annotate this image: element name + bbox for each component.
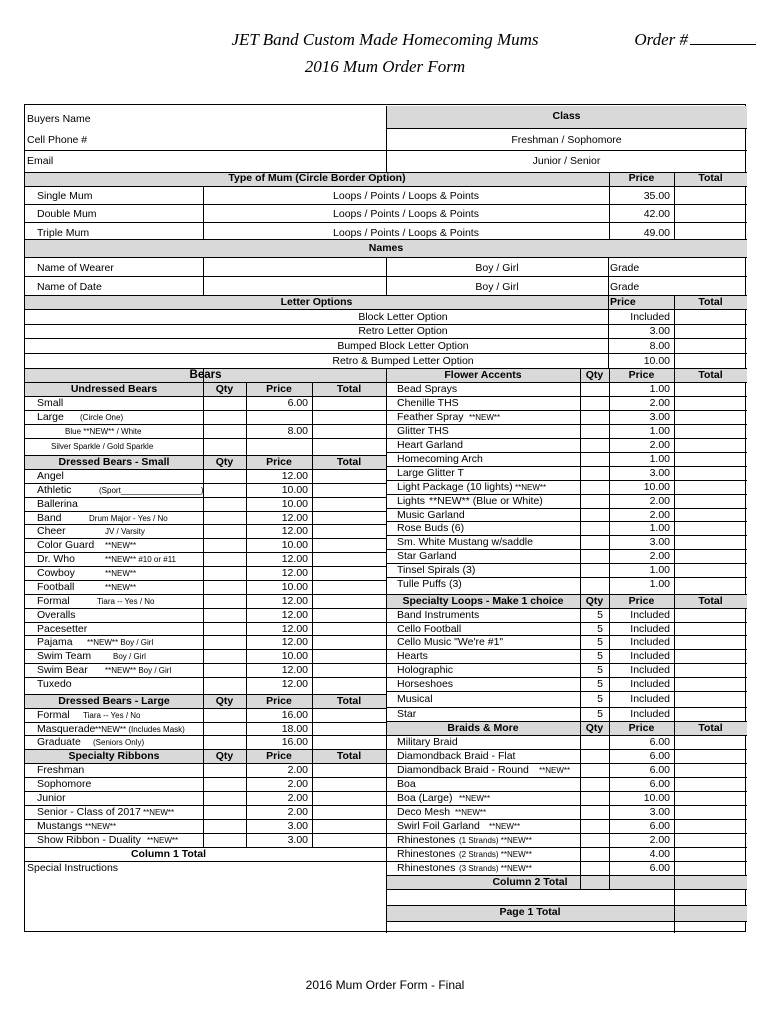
cell-phone-field[interactable]: Cell Phone # (27, 133, 88, 146)
loop-qty: 5 (597, 663, 603, 676)
loop-price: Included (630, 608, 670, 621)
bear-price: 12.00 (281, 566, 308, 579)
grid-line (25, 497, 386, 498)
loop-price: Included (630, 663, 670, 676)
ribbon-price: 3.00 (287, 819, 308, 832)
price-header: Price (266, 749, 292, 762)
undressed-bears-header: Undressed Bears (70, 382, 158, 395)
braids-header: Braids & More (447, 721, 519, 734)
flower-accent-item[interactable]: Glitter THS (397, 424, 449, 437)
total-header: Total (336, 749, 362, 762)
dressed-bear-small-item[interactable]: Color Guard (37, 538, 95, 551)
grid-line (25, 204, 747, 205)
buyers-name-field[interactable]: Buyers Name (27, 112, 91, 125)
class-header: Class (552, 109, 581, 122)
price-header: Price (628, 721, 655, 734)
dressed-bear-small-item[interactable]: Cowboy (37, 566, 75, 579)
item-note: Drum Major - Yes / No (89, 513, 168, 523)
specialty-loop-item[interactable]: Horseshoes (397, 677, 454, 690)
braid-item[interactable]: Diamondback Braid - Round (397, 763, 529, 776)
flower-price: 3.00 (649, 466, 670, 479)
bear-price: 12.00 (281, 677, 308, 690)
loop-price: Included (630, 622, 670, 635)
form-subtitle: 2016 Mum Order Form (304, 57, 466, 76)
braid-item[interactable]: Deco Mesh (397, 805, 451, 818)
specialty-loop-item[interactable]: Band Instruments (397, 608, 480, 621)
grade-field[interactable]: Grade (610, 280, 640, 293)
item-note: **NEW** (469, 412, 501, 422)
dressed-bear-small-item[interactable]: Dr. Who (37, 552, 75, 565)
item-note: **NEW** Boy / Girl (105, 665, 172, 675)
flower-price: 3.00 (649, 535, 670, 548)
flower-accents-header: Flower Accents (444, 368, 522, 381)
flower-price: 2.00 (649, 549, 670, 562)
dressed-bear-small-item[interactable]: Angel (37, 469, 64, 482)
page-1-total-label: Page 1 Total (499, 905, 561, 918)
dressed-bear-small-item[interactable]: Overalls (37, 608, 76, 621)
grid-line (25, 483, 386, 484)
flower-price: 2.00 (649, 494, 670, 507)
names-header: Names (368, 241, 404, 254)
dressed-bear-small-item[interactable]: Pajama (37, 635, 73, 648)
bear-price: 12.00 (281, 594, 308, 607)
price-header: Price (610, 295, 636, 308)
braid-price: 6.00 (649, 819, 670, 832)
bear-price: 12.00 (281, 608, 308, 621)
order-number[interactable]: Order # (634, 30, 756, 50)
total-header: Total (698, 295, 723, 308)
flower-accent-item[interactable]: Light Package (10 lights) (397, 480, 513, 493)
flower-accent-item[interactable]: Tulle Puffs (3) (397, 577, 462, 590)
grid-line (203, 257, 204, 295)
grid-line (25, 594, 386, 595)
grid-line (608, 257, 609, 295)
braid-item[interactable]: Rhinestones (397, 861, 456, 874)
color-choice-blue-white[interactable]: Blue **NEW** / White (65, 426, 142, 436)
form-title: JET Band Custom Made Homecoming Mums (231, 30, 539, 49)
braid-item[interactable]: Swirl Foil Garland (397, 819, 480, 832)
flower-accent-item[interactable]: Music Garland (397, 508, 465, 521)
flower-price: 1.00 (649, 521, 670, 534)
specialty-ribbon-item[interactable]: Show Ribbon - Duality (37, 833, 141, 846)
specialty-ribbon-item[interactable]: Mustangs (37, 819, 83, 832)
flower-accent-item[interactable]: Tinsel Spirals (3) (397, 563, 476, 576)
qty-header: Qty (585, 368, 604, 381)
price-header: Price (266, 382, 292, 395)
qty-header: Qty (215, 749, 234, 762)
item-note: **NEW** (147, 835, 179, 845)
flower-accent-item[interactable]: Heart Garland (397, 438, 463, 451)
special-instructions-field[interactable]: Special Instructions (27, 861, 119, 874)
dressed-bear-large-item[interactable]: Formal (37, 708, 70, 721)
qty-header: Qty (215, 694, 234, 707)
qty-header: Qty (215, 455, 234, 468)
grid-line (312, 382, 313, 847)
dressed-bears-small-header: Dressed Bears - Small (58, 455, 170, 468)
flower-accent-item[interactable]: Chenille THS (397, 396, 459, 409)
item-note: Boy / Girl (113, 651, 146, 661)
ribbon-price: 3.00 (287, 833, 308, 846)
flower-price: 1.00 (649, 452, 670, 465)
braid-item[interactable]: Rhinestones (397, 833, 456, 846)
braid-price: 6.00 (649, 861, 670, 874)
bear-price: 12.00 (281, 524, 308, 537)
name-of-wearer-field[interactable]: Name of Wearer (37, 261, 114, 274)
specialty-ribbon-item[interactable]: Freshman (37, 763, 85, 776)
braid-price: 6.00 (649, 749, 670, 762)
specialty-ribbons-header: Specialty Ribbons (68, 749, 160, 762)
braid-price: 10.00 (643, 791, 670, 804)
loop-price: Included (630, 635, 670, 648)
braid-price: 3.00 (649, 805, 670, 818)
dressed-bear-small-item[interactable]: Athletic (37, 483, 72, 496)
price-header: Price (266, 694, 292, 707)
column-2-total-label: Column 2 Total (492, 875, 568, 888)
border-option-choices[interactable]: Loops / Points / Loops & Points (333, 226, 479, 239)
item-note: (Sport__________________) (99, 485, 204, 495)
ribbon-price: 2.00 (287, 805, 308, 818)
flower-accent-item[interactable]: Sm. White Mustang w/saddle (397, 535, 533, 548)
item-note: (2 Strands) **NEW** (459, 849, 532, 859)
bear-price: 6.00 (287, 396, 308, 409)
mum-type-row[interactable]: Triple Mum (37, 226, 90, 239)
flower-price: 2.00 (649, 438, 670, 451)
dressed-bear-small-item[interactable]: Football (37, 580, 75, 593)
ribbon-price: 2.00 (287, 763, 308, 776)
bear-price: 8.00 (287, 424, 308, 437)
bear-price: 10.00 (281, 538, 308, 551)
dressed-bear-small-item[interactable]: Ballerina (37, 497, 78, 510)
border-option-choices[interactable]: Loops / Points / Loops & Points (333, 189, 479, 202)
bear-price: 12.00 (281, 511, 308, 524)
total-header: Total (698, 721, 723, 734)
item-note: **NEW** (515, 482, 547, 492)
total-header: Total (336, 455, 362, 468)
loop-qty: 5 (597, 677, 603, 690)
bear-price: 12.00 (281, 622, 308, 635)
flower-accent-item[interactable]: Large Glitter T (397, 466, 464, 479)
flower-accent-item[interactable]: Feather Spray (397, 410, 464, 423)
bear-price: 12.00 (281, 469, 308, 482)
total-header: Total (698, 171, 723, 184)
item-note: **NEW** (459, 793, 491, 803)
loop-qty: 5 (597, 692, 603, 705)
flower-price: 1.00 (649, 382, 670, 395)
specialty-loop-item[interactable]: Musical (397, 692, 433, 705)
grid-line (386, 777, 747, 778)
grid-line (386, 889, 747, 890)
total-header: Total (698, 368, 723, 381)
item-note: **NEW** (105, 568, 137, 578)
grid-line (25, 469, 386, 470)
braid-item[interactable]: Military Braid (397, 735, 458, 748)
qty-header: Qty (585, 721, 604, 734)
page-footer: 2016 Mum Order Form - Final (305, 978, 465, 992)
price-header: Price (628, 594, 655, 607)
flower-accent-item[interactable]: Homecoming Arch (397, 452, 483, 465)
class-options-row2[interactable]: Junior / Senior (532, 154, 601, 167)
letter-option[interactable]: Retro & Bumped Letter Option (332, 354, 474, 367)
grid-line (674, 368, 675, 933)
grid-line (25, 566, 386, 567)
specialty-loop-item[interactable]: Hearts (397, 649, 428, 662)
mum-price: 42.00 (643, 207, 670, 220)
ribbon-price: 2.00 (287, 777, 308, 790)
price-header: Price (628, 368, 655, 381)
order-number-blank[interactable] (690, 31, 756, 45)
item-note: Tiara -- Yes / No (97, 596, 155, 606)
item-note: JV / Varsity (105, 526, 145, 536)
grid-line (25, 677, 386, 678)
gender-options[interactable]: Boy / Girl (475, 261, 519, 274)
letter-option[interactable]: Bumped Block Letter Option (337, 339, 469, 352)
dressed-bear-large-item[interactable]: Graduate (37, 735, 81, 748)
column-1-total-label: Column 1 Total (130, 847, 207, 860)
email-field[interactable]: Email (27, 154, 54, 167)
dressed-bear-small-item[interactable]: Pacesetter (37, 622, 88, 635)
grid-line (25, 580, 386, 581)
letter-price: 8.00 (649, 339, 670, 352)
undressed-bear-large[interactable]: Large (37, 410, 64, 423)
flower-price: 1.00 (649, 563, 670, 576)
grid-line (25, 708, 386, 709)
loop-qty: 5 (597, 707, 603, 720)
dressed-bears-large-header: Dressed Bears - Large (58, 694, 170, 707)
item-note: **NEW** Boy / Girl (87, 637, 154, 647)
grid-line (25, 552, 386, 553)
loop-price: Included (630, 692, 670, 705)
flower-price: 2.00 (649, 508, 670, 521)
braid-price: 6.00 (649, 777, 670, 790)
item-note: **NEW** (489, 821, 521, 831)
grid-line (386, 691, 747, 692)
grid-line (386, 921, 747, 922)
specialty-loops-header: Specialty Loops - Make 1 choice (402, 594, 564, 607)
grid-line (25, 396, 386, 397)
circle-one-note: (Circle One) (80, 412, 124, 422)
bear-price: 10.00 (281, 580, 308, 593)
specialty-loop-item[interactable]: Cello Music "We're #1" (397, 635, 504, 648)
name-of-date-field[interactable]: Name of Date (37, 280, 102, 293)
order-form (24, 104, 746, 932)
ribbon-price: 2.00 (287, 791, 308, 804)
flower-price: 10.00 (643, 480, 670, 493)
item-note: (Seniors Only) (93, 737, 145, 747)
dressed-bear-large-item[interactable]: Masquerade (37, 722, 96, 735)
braid-item[interactable]: Diamondback Braid - Flat (397, 749, 516, 762)
grid-line (386, 649, 747, 650)
loop-price: Included (630, 707, 670, 720)
grid-line (386, 128, 747, 129)
mum-type-row[interactable]: Single Mum (37, 189, 93, 202)
braid-price: 6.00 (649, 763, 670, 776)
class-options-row1[interactable]: Freshman / Sophomore (511, 133, 622, 146)
specialty-ribbon-item[interactable]: Senior - Class of 2017 (37, 805, 141, 818)
grid-line (25, 511, 386, 512)
grid-line (25, 791, 386, 792)
specialty-loop-item[interactable]: Holographic (397, 663, 454, 676)
bear-price: 10.00 (281, 483, 308, 496)
letter-option[interactable]: Retro Letter Option (358, 324, 448, 337)
flower-accent-item[interactable]: Lights (397, 494, 426, 507)
item-note: Tiara -- Yes / No (83, 710, 141, 720)
price-header: Price (628, 171, 655, 184)
item-note: **NEW** (105, 540, 137, 550)
letter-options-header: Letter Options (280, 295, 353, 308)
grade-field[interactable]: Grade (610, 261, 640, 274)
item-note: (1 Strands) **NEW** (459, 835, 532, 845)
undressed-bear-small[interactable]: Small (37, 396, 64, 409)
flower-price: 1.00 (649, 577, 670, 590)
braid-item[interactable]: Boa (397, 777, 416, 790)
flower-price: 3.00 (649, 410, 670, 423)
mum-type-row[interactable]: Double Mum (37, 207, 97, 220)
mum-price: 35.00 (643, 189, 670, 202)
item-note: (3 Strands) **NEW** (459, 863, 532, 873)
bears-header: Bears (189, 368, 222, 381)
bear-price: 10.00 (281, 649, 308, 662)
flower-accent-item[interactable]: Bead Sprays (397, 382, 458, 395)
gender-options[interactable]: Boy / Girl (475, 280, 519, 293)
bear-price: 16.00 (281, 735, 308, 748)
braid-item[interactable]: Rhinestones (397, 847, 456, 860)
grid-line (203, 368, 204, 847)
braid-item[interactable]: Boa (Large) (397, 791, 453, 804)
loop-qty: 5 (597, 608, 603, 621)
total-header: Total (698, 594, 723, 607)
grid-line (25, 608, 386, 609)
grid-line (25, 524, 386, 525)
bear-price: 18.00 (281, 722, 308, 735)
dressed-bear-small-item[interactable]: Cheer (37, 524, 66, 537)
item-note: **NEW** #10 or #11 (105, 554, 176, 564)
grid-line (25, 186, 747, 187)
color-choice-silver-gold[interactable]: Silver Sparkle / Gold Sparkle (51, 441, 154, 451)
dressed-bear-small-item[interactable]: Tuxedo (37, 677, 72, 690)
dressed-bear-small-item[interactable]: Formal (37, 594, 70, 607)
flower-accent-item[interactable]: Star Garland (397, 549, 457, 562)
mum-price: 49.00 (643, 226, 670, 239)
letter-price: 3.00 (649, 324, 670, 337)
dressed-bear-small-item[interactable]: Swim Team (37, 649, 92, 662)
specialty-loop-item[interactable]: Cello Football (397, 622, 462, 635)
total-header: Total (336, 382, 362, 395)
price-header: Price (266, 455, 292, 468)
flower-accent-item[interactable]: Rose Buds (6) (397, 521, 465, 534)
flower-price: 2.00 (649, 396, 670, 409)
bear-price: 10.00 (281, 497, 308, 510)
letter-price: Included (630, 310, 670, 323)
loop-qty: 5 (597, 649, 603, 662)
dressed-bear-small-item[interactable]: Swim Bear (37, 663, 88, 676)
item-note: **NEW** (Includes Mask) (95, 724, 185, 734)
bear-price: 12.00 (281, 552, 308, 565)
loop-price: Included (630, 649, 670, 662)
item-note: **NEW** (85, 821, 117, 831)
bear-price: 12.00 (281, 635, 308, 648)
qty-header: Qty (585, 594, 604, 607)
item-note: **NEW** (539, 765, 571, 775)
letter-option[interactable]: Block Letter Option (358, 310, 448, 323)
loop-qty: 5 (597, 635, 603, 648)
bear-price: 16.00 (281, 708, 308, 721)
letter-price: 10.00 (643, 354, 670, 367)
grid-line (386, 707, 747, 708)
bear-price: 12.00 (281, 663, 308, 676)
item-note: **NEW** (Blue or White) (429, 494, 543, 507)
dressed-bear-small-item[interactable]: Band (37, 511, 62, 524)
braid-price: 4.00 (649, 847, 670, 860)
specialty-ribbon-item[interactable]: Sophomore (37, 777, 92, 790)
braid-price: 2.00 (649, 833, 670, 846)
braid-price: 6.00 (649, 735, 670, 748)
item-note: **NEW** (455, 807, 487, 817)
specialty-loop-item[interactable]: Star (397, 707, 417, 720)
qty-header: Qty (215, 382, 234, 395)
specialty-ribbon-item[interactable]: Junior (37, 791, 66, 804)
flower-price: 1.00 (649, 424, 670, 437)
loop-price: Included (630, 677, 670, 690)
loop-qty: 5 (597, 622, 603, 635)
item-note: **NEW** (105, 582, 137, 592)
grid-line (25, 222, 747, 223)
item-note: **NEW** (143, 807, 175, 817)
total-header: Total (336, 694, 362, 707)
mum-type-header: Type of Mum (Circle Border Option) (228, 171, 406, 184)
border-option-choices[interactable]: Loops / Points / Loops & Points (333, 207, 479, 220)
